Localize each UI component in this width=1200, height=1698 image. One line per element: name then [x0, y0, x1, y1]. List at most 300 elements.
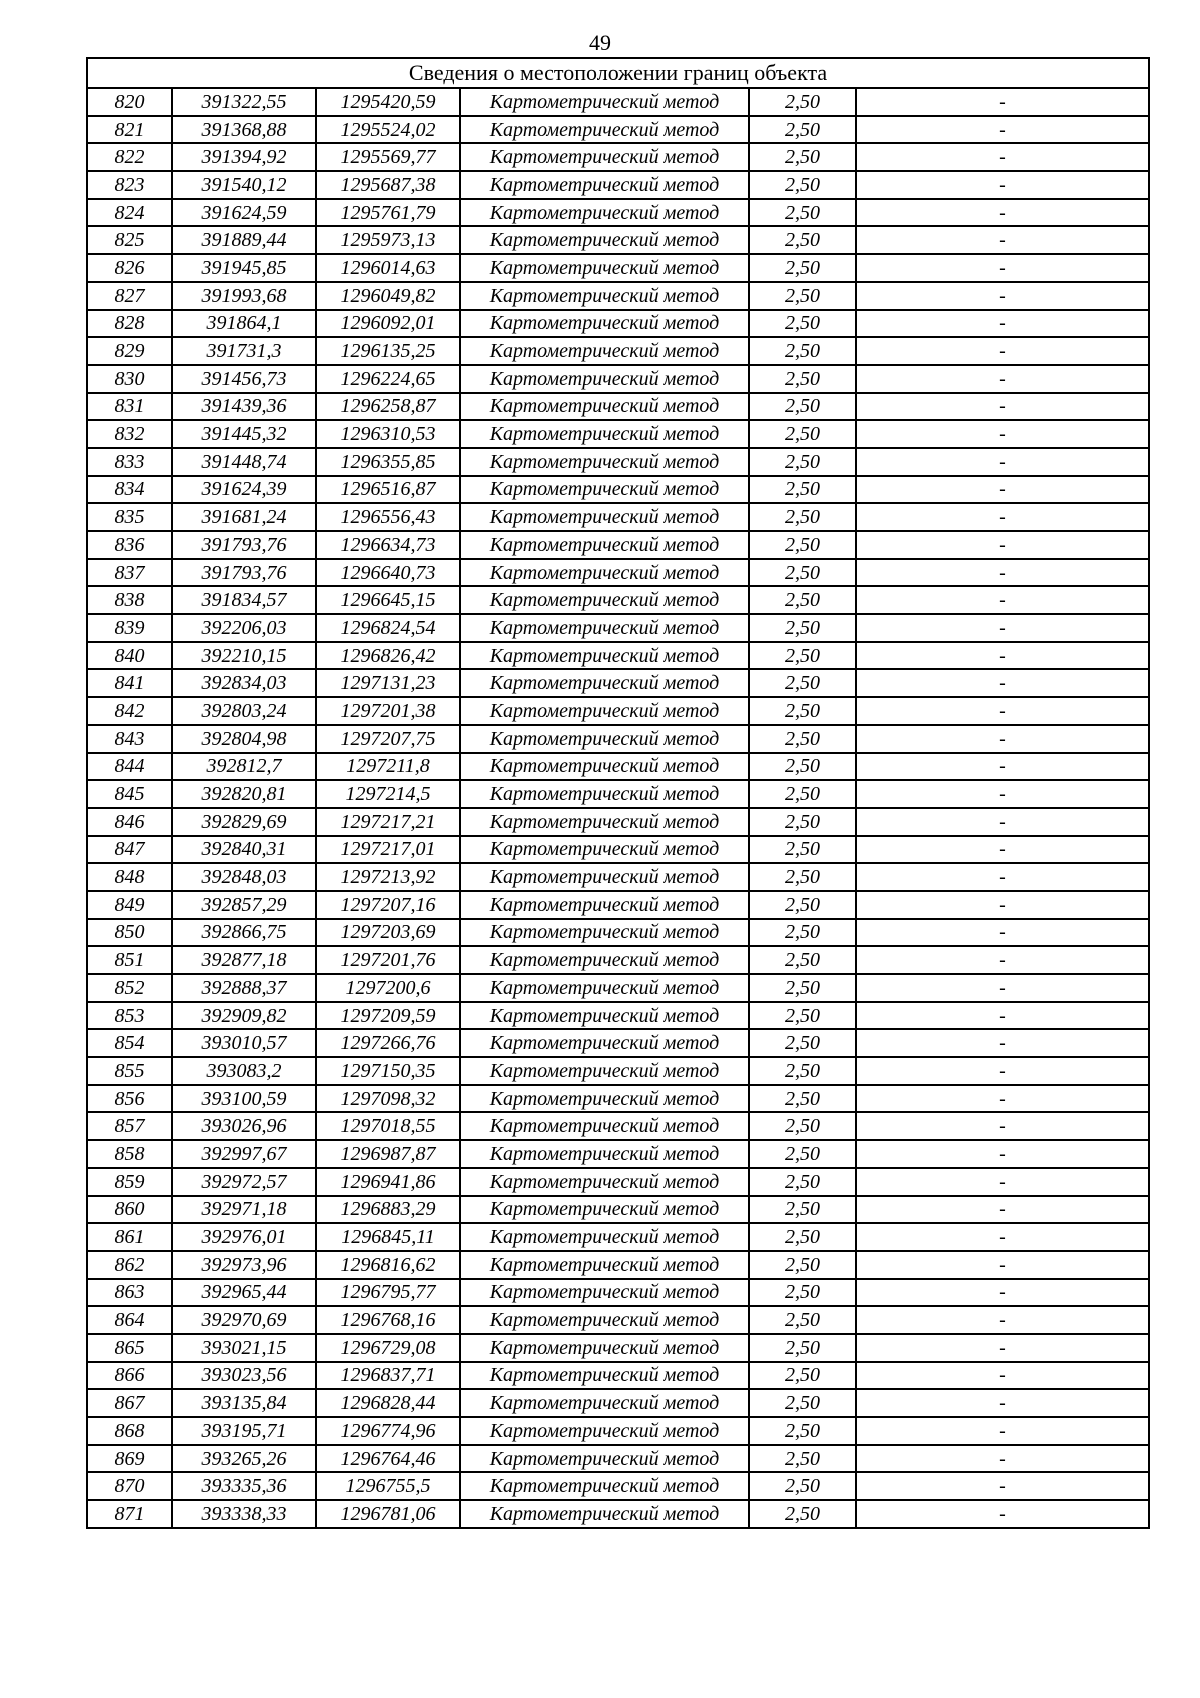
table-row [87, 310, 1149, 338]
point-number-cell: 869 [87, 1445, 172, 1473]
method-cell: Картометрический метод [460, 1445, 749, 1473]
point-number-cell: 841 [87, 669, 172, 697]
y-coordinate-cell: 1296774,96 [316, 1417, 460, 1445]
y-coordinate-cell: 1296768,16 [316, 1306, 460, 1334]
x-coordinate-cell: 391322,55 [172, 88, 316, 116]
table-row [87, 1389, 1149, 1417]
method-cell: Картометрический метод [460, 1223, 749, 1251]
point-number-cell: 834 [87, 476, 172, 504]
table-row [87, 753, 1149, 781]
description-cell: - [856, 697, 1149, 725]
point-number-cell: 847 [87, 836, 172, 864]
method-cell: Картометрический метод [460, 1389, 749, 1417]
accuracy-cell: 2,50 [749, 1223, 856, 1251]
accuracy-cell: 2,50 [749, 1168, 856, 1196]
method-cell: Картометрический метод [460, 836, 749, 864]
point-number-cell: 837 [87, 559, 172, 587]
accuracy-cell: 2,50 [749, 116, 856, 144]
method-cell: Картометрический метод [460, 1140, 749, 1168]
table-row [87, 226, 1149, 254]
point-number-cell: 861 [87, 1223, 172, 1251]
table-row [87, 1196, 1149, 1224]
description-cell: - [856, 503, 1149, 531]
x-coordinate-cell: 392877,18 [172, 946, 316, 974]
y-coordinate-cell: 1296941,86 [316, 1168, 460, 1196]
method-cell: Картометрический метод [460, 448, 749, 476]
y-coordinate-cell: 1296755,5 [316, 1472, 460, 1500]
table-row [87, 531, 1149, 559]
description-cell: - [856, 1112, 1149, 1140]
point-number-cell: 821 [87, 116, 172, 144]
table-row [87, 171, 1149, 199]
y-coordinate-cell: 1295973,13 [316, 226, 460, 254]
point-number-cell: 852 [87, 974, 172, 1002]
table-row [87, 974, 1149, 1002]
x-coordinate-cell: 391681,24 [172, 503, 316, 531]
accuracy-cell: 2,50 [749, 1279, 856, 1307]
description-cell: - [856, 365, 1149, 393]
accuracy-cell: 2,50 [749, 226, 856, 254]
y-coordinate-cell: 1297131,23 [316, 669, 460, 697]
table-row [87, 1057, 1149, 1085]
table-row [87, 1085, 1149, 1113]
x-coordinate-cell: 392976,01 [172, 1223, 316, 1251]
accuracy-cell: 2,50 [749, 642, 856, 670]
x-coordinate-cell: 392812,7 [172, 753, 316, 781]
accuracy-cell: 2,50 [749, 531, 856, 559]
y-coordinate-cell: 1296258,87 [316, 393, 460, 421]
x-coordinate-cell: 393135,84 [172, 1389, 316, 1417]
point-number-cell: 829 [87, 337, 172, 365]
accuracy-cell: 2,50 [749, 891, 856, 919]
point-number-cell: 859 [87, 1168, 172, 1196]
point-number-cell: 857 [87, 1112, 172, 1140]
table-row [87, 642, 1149, 670]
accuracy-cell: 2,50 [749, 1417, 856, 1445]
method-cell: Картометрический метод [460, 1306, 749, 1334]
accuracy-cell: 2,50 [749, 503, 856, 531]
method-cell: Картометрический метод [460, 337, 749, 365]
method-cell: Картометрический метод [460, 780, 749, 808]
method-cell: Картометрический метод [460, 531, 749, 559]
method-cell: Картометрический метод [460, 1112, 749, 1140]
point-number-cell: 823 [87, 171, 172, 199]
accuracy-cell: 2,50 [749, 1445, 856, 1473]
method-cell: Картометрический метод [460, 226, 749, 254]
x-coordinate-cell: 391368,88 [172, 116, 316, 144]
method-cell: Картометрический метод [460, 1196, 749, 1224]
y-coordinate-cell: 1296224,65 [316, 365, 460, 393]
description-cell: - [856, 753, 1149, 781]
method-cell: Картометрический метод [460, 974, 749, 1002]
y-coordinate-cell: 1296135,25 [316, 337, 460, 365]
point-number-cell: 871 [87, 1500, 172, 1528]
table-row [87, 1251, 1149, 1279]
table-row [87, 614, 1149, 642]
y-coordinate-cell: 1297217,01 [316, 836, 460, 864]
accuracy-cell: 2,50 [749, 669, 856, 697]
method-cell: Картометрический метод [460, 171, 749, 199]
point-number-cell: 845 [87, 780, 172, 808]
description-cell: - [856, 1085, 1149, 1113]
method-cell: Картометрический метод [460, 476, 749, 504]
x-coordinate-cell: 392206,03 [172, 614, 316, 642]
description-cell: - [856, 725, 1149, 753]
x-coordinate-cell: 391445,32 [172, 420, 316, 448]
table-row [87, 697, 1149, 725]
point-number-cell: 828 [87, 310, 172, 338]
accuracy-cell: 2,50 [749, 808, 856, 836]
y-coordinate-cell: 1297213,92 [316, 863, 460, 891]
table-row [87, 393, 1149, 421]
y-coordinate-cell: 1296987,87 [316, 1140, 460, 1168]
x-coordinate-cell: 391993,68 [172, 282, 316, 310]
accuracy-cell: 2,50 [749, 1140, 856, 1168]
table-title-row [87, 58, 1149, 88]
y-coordinate-cell: 1297150,35 [316, 1057, 460, 1085]
description-cell: - [856, 1223, 1149, 1251]
x-coordinate-cell: 391394,92 [172, 143, 316, 171]
point-number-cell: 846 [87, 808, 172, 836]
y-coordinate-cell: 1297217,21 [316, 808, 460, 836]
method-cell: Картометрический метод [460, 1417, 749, 1445]
x-coordinate-cell: 391793,76 [172, 559, 316, 587]
table-row [87, 919, 1149, 947]
y-coordinate-cell: 1295524,02 [316, 116, 460, 144]
point-number-cell: 855 [87, 1057, 172, 1085]
y-coordinate-cell: 1297203,69 [316, 919, 460, 947]
table-row [87, 836, 1149, 864]
point-number-cell: 843 [87, 725, 172, 753]
method-cell: Картометрический метод [460, 282, 749, 310]
x-coordinate-cell: 392970,69 [172, 1306, 316, 1334]
point-number-cell: 849 [87, 891, 172, 919]
point-number-cell: 835 [87, 503, 172, 531]
table-row [87, 1445, 1149, 1473]
table-row [87, 891, 1149, 919]
accuracy-cell: 2,50 [749, 1057, 856, 1085]
point-number-cell: 863 [87, 1279, 172, 1307]
point-number-cell: 840 [87, 642, 172, 670]
y-coordinate-cell: 1297266,76 [316, 1029, 460, 1057]
y-coordinate-cell: 1296516,87 [316, 476, 460, 504]
method-cell: Картометрический метод [460, 143, 749, 171]
accuracy-cell: 2,50 [749, 1306, 856, 1334]
accuracy-cell: 2,50 [749, 365, 856, 393]
table-row [87, 365, 1149, 393]
table-row [87, 946, 1149, 974]
point-number-cell: 836 [87, 531, 172, 559]
description-cell: - [856, 642, 1149, 670]
method-cell: Картометрический метод [460, 669, 749, 697]
y-coordinate-cell: 1295420,59 [316, 88, 460, 116]
y-coordinate-cell: 1296640,73 [316, 559, 460, 587]
accuracy-cell: 2,50 [749, 946, 856, 974]
y-coordinate-cell: 1297209,59 [316, 1002, 460, 1030]
table-row [87, 559, 1149, 587]
accuracy-cell: 2,50 [749, 254, 856, 282]
x-coordinate-cell: 392971,18 [172, 1196, 316, 1224]
table-row [87, 254, 1149, 282]
x-coordinate-cell: 392820,81 [172, 780, 316, 808]
description-cell: - [856, 586, 1149, 614]
accuracy-cell: 2,50 [749, 919, 856, 947]
method-cell: Картометрический метод [460, 1500, 749, 1528]
method-cell: Картометрический метод [460, 753, 749, 781]
table-row [87, 199, 1149, 227]
y-coordinate-cell: 1296795,77 [316, 1279, 460, 1307]
accuracy-cell: 2,50 [749, 1112, 856, 1140]
accuracy-cell: 2,50 [749, 1500, 856, 1528]
x-coordinate-cell: 391624,59 [172, 199, 316, 227]
point-number-cell: 858 [87, 1140, 172, 1168]
x-coordinate-cell: 392909,82 [172, 1002, 316, 1030]
description-cell: - [856, 1029, 1149, 1057]
x-coordinate-cell: 392210,15 [172, 642, 316, 670]
point-number-cell: 864 [87, 1306, 172, 1334]
method-cell: Картометрический метод [460, 1002, 749, 1030]
accuracy-cell: 2,50 [749, 780, 856, 808]
accuracy-cell: 2,50 [749, 420, 856, 448]
y-coordinate-cell: 1295687,38 [316, 171, 460, 199]
x-coordinate-cell: 392829,69 [172, 808, 316, 836]
x-coordinate-cell: 393195,71 [172, 1417, 316, 1445]
accuracy-cell: 2,50 [749, 393, 856, 421]
method-cell: Картометрический метод [460, 503, 749, 531]
description-cell: - [856, 1362, 1149, 1390]
accuracy-cell: 2,50 [749, 1196, 856, 1224]
method-cell: Картометрический метод [460, 919, 749, 947]
method-cell: Картометрический метод [460, 1362, 749, 1390]
method-cell: Картометрический метод [460, 254, 749, 282]
table-row [87, 448, 1149, 476]
y-coordinate-cell: 1297201,38 [316, 697, 460, 725]
point-number-cell: 850 [87, 919, 172, 947]
accuracy-cell: 2,50 [749, 1362, 856, 1390]
point-number-cell: 870 [87, 1472, 172, 1500]
accuracy-cell: 2,50 [749, 171, 856, 199]
point-number-cell: 854 [87, 1029, 172, 1057]
description-cell: - [856, 476, 1149, 504]
point-number-cell: 833 [87, 448, 172, 476]
method-cell: Картометрический метод [460, 1251, 749, 1279]
x-coordinate-cell: 393335,36 [172, 1472, 316, 1500]
method-cell: Картометрический метод [460, 1334, 749, 1362]
x-coordinate-cell: 393100,59 [172, 1085, 316, 1113]
point-number-cell: 853 [87, 1002, 172, 1030]
y-coordinate-cell: 1296310,53 [316, 420, 460, 448]
description-cell: - [856, 974, 1149, 1002]
table-row [87, 476, 1149, 504]
accuracy-cell: 2,50 [749, 614, 856, 642]
description-cell: - [856, 448, 1149, 476]
method-cell: Картометрический метод [460, 863, 749, 891]
description-cell: - [856, 1002, 1149, 1030]
description-cell: - [856, 393, 1149, 421]
x-coordinate-cell: 392857,29 [172, 891, 316, 919]
description-cell: - [856, 891, 1149, 919]
y-coordinate-cell: 1296014,63 [316, 254, 460, 282]
x-coordinate-cell: 391945,85 [172, 254, 316, 282]
y-coordinate-cell: 1296634,73 [316, 531, 460, 559]
description-cell: - [856, 559, 1149, 587]
description-cell: - [856, 171, 1149, 199]
description-cell: - [856, 116, 1149, 144]
description-cell: - [856, 1445, 1149, 1473]
description-cell: - [856, 1196, 1149, 1224]
table-row [87, 282, 1149, 310]
x-coordinate-cell: 393021,15 [172, 1334, 316, 1362]
y-coordinate-cell: 1296645,15 [316, 586, 460, 614]
method-cell: Картометрический метод [460, 199, 749, 227]
x-coordinate-cell: 391624,39 [172, 476, 316, 504]
point-number-cell: 825 [87, 226, 172, 254]
x-coordinate-cell: 393265,26 [172, 1445, 316, 1473]
point-number-cell: 851 [87, 946, 172, 974]
table-row [87, 1417, 1149, 1445]
point-number-cell: 842 [87, 697, 172, 725]
description-cell: - [856, 1472, 1149, 1500]
x-coordinate-cell: 391889,44 [172, 226, 316, 254]
method-cell: Картометрический метод [460, 614, 749, 642]
x-coordinate-cell: 392840,31 [172, 836, 316, 864]
y-coordinate-cell: 1297214,5 [316, 780, 460, 808]
accuracy-cell: 2,50 [749, 1085, 856, 1113]
y-coordinate-cell: 1296781,06 [316, 1500, 460, 1528]
description-cell: - [856, 420, 1149, 448]
accuracy-cell: 2,50 [749, 1029, 856, 1057]
method-cell: Картометрический метод [460, 116, 749, 144]
description-cell: - [856, 1279, 1149, 1307]
table-title: Сведения о местоположении границ объекта [87, 58, 1149, 88]
x-coordinate-cell: 392834,03 [172, 669, 316, 697]
method-cell: Картометрический метод [460, 365, 749, 393]
y-coordinate-cell: 1296828,44 [316, 1389, 460, 1417]
point-number-cell: 830 [87, 365, 172, 393]
accuracy-cell: 2,50 [749, 863, 856, 891]
point-number-cell: 824 [87, 199, 172, 227]
y-coordinate-cell: 1295761,79 [316, 199, 460, 227]
accuracy-cell: 2,50 [749, 836, 856, 864]
point-number-cell: 860 [87, 1196, 172, 1224]
table-row [87, 337, 1149, 365]
point-number-cell: 827 [87, 282, 172, 310]
method-cell: Картометрический метод [460, 88, 749, 116]
boundary-coordinates-table [86, 57, 1150, 1529]
y-coordinate-cell: 1296049,82 [316, 282, 460, 310]
table-row [87, 669, 1149, 697]
accuracy-cell: 2,50 [749, 559, 856, 587]
x-coordinate-cell: 392997,67 [172, 1140, 316, 1168]
x-coordinate-cell: 392848,03 [172, 863, 316, 891]
y-coordinate-cell: 1297211,8 [316, 753, 460, 781]
point-number-cell: 832 [87, 420, 172, 448]
point-number-cell: 839 [87, 614, 172, 642]
x-coordinate-cell: 392866,75 [172, 919, 316, 947]
description-cell: - [856, 337, 1149, 365]
method-cell: Картометрический метод [460, 1168, 749, 1196]
table-row [87, 780, 1149, 808]
method-cell: Картометрический метод [460, 946, 749, 974]
method-cell: Картометрический метод [460, 1279, 749, 1307]
y-coordinate-cell: 1296824,54 [316, 614, 460, 642]
point-number-cell: 867 [87, 1389, 172, 1417]
method-cell: Картометрический метод [460, 310, 749, 338]
table-row [87, 1500, 1149, 1528]
page-number: 49 [589, 30, 611, 55]
description-cell: - [856, 946, 1149, 974]
description-cell: - [856, 226, 1149, 254]
accuracy-cell: 2,50 [749, 282, 856, 310]
description-cell: - [856, 614, 1149, 642]
table-row [87, 1168, 1149, 1196]
x-coordinate-cell: 392803,24 [172, 697, 316, 725]
accuracy-cell: 2,50 [749, 199, 856, 227]
accuracy-cell: 2,50 [749, 697, 856, 725]
x-coordinate-cell: 393010,57 [172, 1029, 316, 1057]
x-coordinate-cell: 392804,98 [172, 725, 316, 753]
table-row [87, 1029, 1149, 1057]
method-cell: Картометрический метод [460, 420, 749, 448]
table-row [87, 88, 1149, 116]
accuracy-cell: 2,50 [749, 337, 856, 365]
point-number-cell: 820 [87, 88, 172, 116]
method-cell: Картометрический метод [460, 808, 749, 836]
description-cell: - [856, 669, 1149, 697]
point-number-cell: 862 [87, 1251, 172, 1279]
x-coordinate-cell: 391456,73 [172, 365, 316, 393]
table-row [87, 143, 1149, 171]
description-cell: - [856, 143, 1149, 171]
description-cell: - [856, 919, 1149, 947]
x-coordinate-cell: 391448,74 [172, 448, 316, 476]
accuracy-cell: 2,50 [749, 310, 856, 338]
table-body [87, 88, 1149, 1528]
description-cell: - [856, 199, 1149, 227]
x-coordinate-cell: 393023,56 [172, 1362, 316, 1390]
description-cell: - [856, 1389, 1149, 1417]
y-coordinate-cell: 1297207,16 [316, 891, 460, 919]
description-cell: - [856, 254, 1149, 282]
description-cell: - [856, 1334, 1149, 1362]
method-cell: Картометрический метод [460, 891, 749, 919]
accuracy-cell: 2,50 [749, 448, 856, 476]
description-cell: - [856, 1306, 1149, 1334]
description-cell: - [856, 310, 1149, 338]
y-coordinate-cell: 1295569,77 [316, 143, 460, 171]
x-coordinate-cell: 391439,36 [172, 393, 316, 421]
table-row [87, 503, 1149, 531]
table-row [87, 725, 1149, 753]
method-cell: Картометрический метод [460, 559, 749, 587]
y-coordinate-cell: 1296092,01 [316, 310, 460, 338]
accuracy-cell: 2,50 [749, 1002, 856, 1030]
description-cell: - [856, 1057, 1149, 1085]
point-number-cell: 831 [87, 393, 172, 421]
description-cell: - [856, 1417, 1149, 1445]
point-number-cell: 838 [87, 586, 172, 614]
point-number-cell: 868 [87, 1417, 172, 1445]
accuracy-cell: 2,50 [749, 143, 856, 171]
method-cell: Картометрический метод [460, 1472, 749, 1500]
x-coordinate-cell: 393026,96 [172, 1112, 316, 1140]
method-cell: Картометрический метод [460, 393, 749, 421]
x-coordinate-cell: 391864,1 [172, 310, 316, 338]
y-coordinate-cell: 1297018,55 [316, 1112, 460, 1140]
method-cell: Картометрический метод [460, 1029, 749, 1057]
y-coordinate-cell: 1296816,62 [316, 1251, 460, 1279]
table-row [87, 420, 1149, 448]
